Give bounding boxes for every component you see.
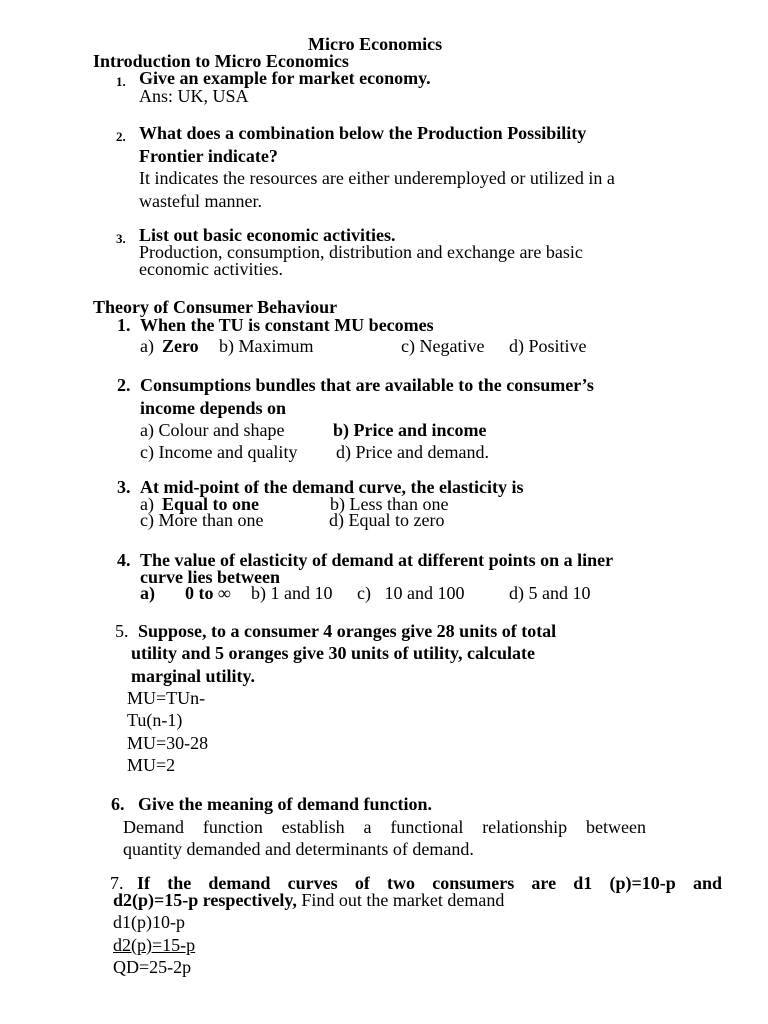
question-text: At mid-point of the demand curve, the elasticity is — [140, 477, 524, 497]
answer-text: Production, consumption, distribution and exchange are basic — [139, 242, 583, 262]
working-line: MU=30-28 — [127, 733, 209, 753]
question-text: Give the meaning of demand function. — [138, 794, 433, 814]
option-a: Equal to one — [162, 494, 260, 514]
section-heading-intro: Introduction to Micro Economics — [93, 51, 349, 71]
option-c: c) More than one — [140, 510, 264, 530]
working-line: MU=2 — [127, 755, 176, 775]
option-prefix: a) — [140, 494, 154, 514]
document-title: Micro Economics — [308, 34, 443, 54]
option-b: b) Price and income — [333, 420, 487, 440]
answer-text: Demand function establish a functional relationship between — [123, 817, 646, 837]
option-d: d) Price and demand. — [336, 442, 489, 462]
question-number: 3. — [117, 477, 131, 497]
answer-text: Ans: UK, USA — [139, 86, 249, 106]
question-text: income depends on — [140, 398, 287, 418]
question-number: 5. — [115, 621, 129, 641]
question-text: curve lies between — [140, 567, 280, 587]
question-text: marginal utility. — [131, 666, 256, 686]
question-text: If the demand curves of two consumers are d1 (p)=10-p and — [137, 873, 722, 893]
option-a: a) Colour and shape — [140, 420, 285, 440]
option-c: c) Negative — [401, 336, 485, 356]
question-text: What does a combination below the Production Possibility — [139, 123, 587, 143]
question-text: List out basic economic activities. — [139, 225, 396, 245]
question-text: The value of elasticity of demand at different points on a liner — [140, 550, 614, 570]
option-b: b) Maximum — [219, 336, 314, 356]
question-number: 3. — [116, 231, 126, 246]
working-line: MU=TUn- — [127, 688, 206, 708]
option-a: Zero — [162, 336, 199, 356]
question-text: Suppose, to a consumer 4 oranges give 28 units of total — [138, 621, 557, 641]
question-number: 1. — [116, 74, 126, 89]
option-c: c) Income and quality — [140, 442, 298, 462]
option-a: 0 to ∞ — [185, 583, 231, 603]
option-b: b) 1 and 10 — [251, 583, 333, 603]
question-text-rest: Find out the market demand — [296, 890, 505, 910]
answer-text: quantity demanded and determinants of demand. — [123, 839, 474, 859]
question-number: 6. — [111, 794, 125, 814]
question-text-line2 — [113, 891, 504, 909]
question-text: Consumptions bundles that are available to the consumer’s — [140, 375, 594, 395]
option-d: d) Equal to zero — [329, 510, 445, 530]
question-text: Give an example for market economy. — [139, 68, 431, 88]
answer-text: It indicates the resources are either underemployed or utilized in a — [139, 168, 615, 188]
option-prefix: a) — [140, 336, 154, 356]
question-number: 2. — [117, 375, 131, 395]
option-b: b) Less than one — [330, 494, 449, 514]
working-line: d1(p)10-p — [113, 912, 185, 932]
question-number: 4. — [117, 550, 131, 570]
option-d: d) 5 and 10 — [509, 583, 591, 603]
answer-text: wasteful manner. — [139, 191, 262, 211]
question-text: When the TU is constant MU becomes — [140, 315, 434, 335]
question-text: Frontier indicate? — [139, 146, 278, 166]
question-text-bold: d2(p)=15-p respectively, — [113, 890, 297, 910]
option-c: c) 10 and 100 — [357, 583, 465, 603]
question-text: utility and 5 oranges give 30 units of utility, calculate — [131, 643, 536, 663]
option-d: d) Positive — [509, 336, 587, 356]
working-line: d2(p)=15-p — [113, 935, 196, 955]
question-number: 1. — [117, 315, 131, 335]
section-heading-consumer: Theory of Consumer Behaviour — [93, 297, 338, 317]
working-line: QD=25-2p — [113, 957, 192, 977]
question-number: 7. — [110, 873, 124, 893]
option-prefix: a) — [140, 583, 155, 603]
working-line: Tu(n-1) — [127, 710, 183, 730]
answer-text: economic activities. — [139, 259, 283, 279]
question-number: 2. — [116, 129, 126, 144]
